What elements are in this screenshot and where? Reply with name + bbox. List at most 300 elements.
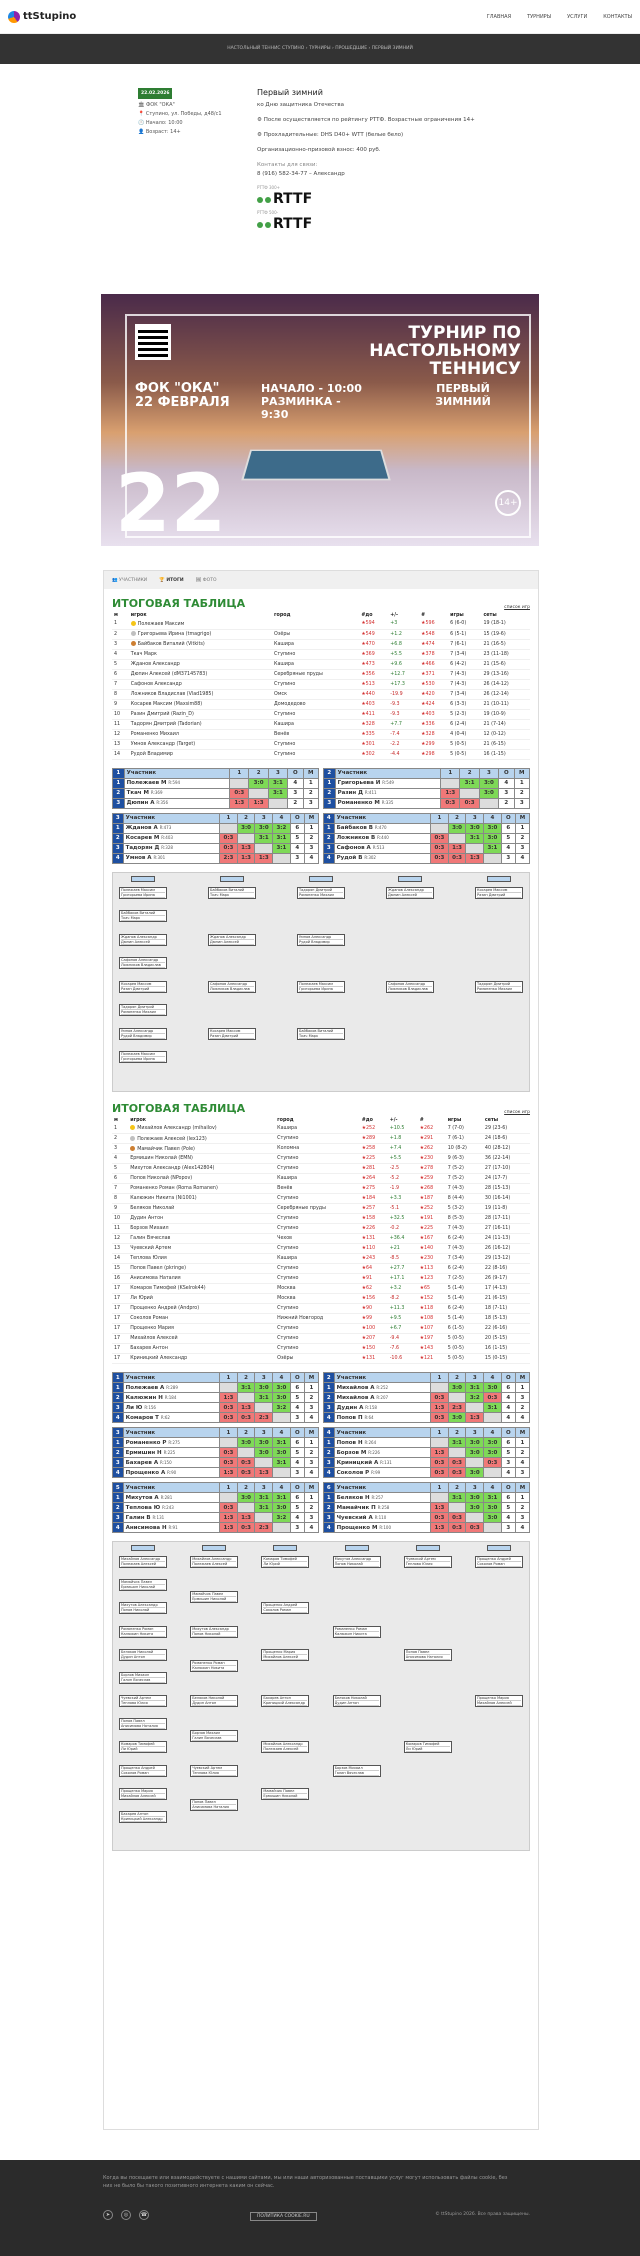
bracket-player: Косарев Максим (121, 982, 165, 987)
bracket-match[interactable] (297, 934, 345, 946)
bracket-match[interactable] (261, 1741, 309, 1753)
rating-delta: +6.7 (388, 1324, 418, 1334)
bracket-match[interactable] (475, 981, 523, 993)
group-player[interactable]: Галин В R:131 (123, 1513, 220, 1523)
group-place: 1 (515, 823, 529, 833)
player[interactable]: Полежаев Алексей (lex123) (128, 1134, 275, 1144)
bracket-match[interactable] (119, 1051, 167, 1063)
group-player[interactable]: Ложников В R:440 (334, 833, 431, 843)
table-row (112, 649, 530, 659)
games-list-link-1[interactable]: список игр (504, 605, 530, 610)
group-score: 3:0 (273, 1503, 291, 1513)
group-score (273, 853, 291, 863)
group-player[interactable]: Прощенко А R:90 (123, 1468, 220, 1478)
bracket-match[interactable] (261, 1602, 309, 1614)
bracket-match[interactable] (119, 934, 167, 946)
place: 4 (112, 1154, 128, 1164)
bracket-player: Ермишин Николай (192, 1597, 236, 1602)
bracket-player: Чуевский Артем (192, 1766, 236, 1771)
rating-before: ★328 (359, 719, 388, 729)
group-number: 6 (324, 1483, 335, 1493)
group-score: 0:3 (431, 853, 449, 863)
bracket-player: Попов Павел (121, 1719, 165, 1724)
player[interactable]: Соколов Роман (128, 1314, 275, 1324)
player[interactable]: Беляков Николай (128, 1204, 275, 1214)
bracket-match[interactable] (119, 1718, 167, 1730)
group-player[interactable]: Ли Ю R:156 (123, 1403, 220, 1413)
nav-home[interactable]: ГЛАВНАЯ (486, 13, 512, 20)
city: Домодедово (272, 699, 359, 709)
rating-before: ★226 (360, 1224, 388, 1234)
player[interactable]: Комаров Тимофей (KSelrok44) (128, 1284, 275, 1294)
rating-delta: +10.5 (388, 1124, 418, 1134)
cookie-policy-link[interactable]: ПОЛИТИКА COOKIE.RU (250, 2212, 317, 2221)
group-score: 0:3 (220, 1413, 238, 1423)
group-row-number: 3 (324, 1458, 335, 1468)
group-place-header: М (304, 1373, 318, 1383)
group-col-header: 4 (273, 813, 291, 823)
bracket-match[interactable] (119, 910, 167, 922)
group-player[interactable]: Теплова Ю R:243 (123, 1503, 220, 1513)
tab-participants[interactable]: 👥 УЧАСТНИКИ (112, 577, 148, 583)
nav-tournaments[interactable]: ТУРНИРЫ (527, 13, 552, 20)
group-score (249, 788, 268, 798)
bracket-match[interactable] (190, 1695, 238, 1707)
player[interactable]: Попов Павел (pkringe) (128, 1264, 275, 1274)
bracket-player: Дюпин Алексей (210, 940, 254, 945)
player[interactable]: Михайлов Александр (mihailov) (128, 1124, 275, 1134)
bracket-player: Разин Дмитрий (210, 1034, 254, 1039)
city: Кашира (272, 719, 359, 729)
group-score: 0:3 (431, 1393, 449, 1403)
bracket-match[interactable] (297, 1028, 345, 1040)
rating-after: ★143 (418, 1344, 446, 1354)
player[interactable]: Теплова Юлия (128, 1254, 275, 1264)
city: Венёв (272, 729, 359, 739)
bracket-player: Байбаков Виталий (121, 911, 165, 916)
group-place: 2 (304, 1448, 318, 1458)
group-row (324, 1413, 530, 1423)
group-points-header: О (499, 768, 514, 778)
bracket-match[interactable] (119, 1649, 167, 1661)
player[interactable]: Попов Николай (NPopov) (128, 1174, 275, 1184)
group-header-row (113, 813, 319, 823)
group-points: 4 (499, 778, 514, 788)
bracket-match[interactable] (475, 1556, 523, 1568)
group-player[interactable]: Соколов Р R:99 (334, 1468, 431, 1478)
bracket-match[interactable] (190, 1591, 238, 1603)
table-row (112, 689, 530, 699)
player[interactable]: Сафонов Александр (129, 679, 272, 689)
bracket-match[interactable] (333, 1695, 381, 1707)
player[interactable]: Ермишин Николай (EMN) (128, 1154, 275, 1164)
group-player[interactable]: Чуевский А R:110 (334, 1513, 431, 1523)
group-row-number: 1 (324, 1438, 335, 1448)
group-player[interactable]: Дудин А R:158 (334, 1403, 431, 1413)
tab-photo[interactable]: 🖼 ФОТО (195, 577, 217, 583)
group-points: 4 (501, 1413, 515, 1423)
bracket-match[interactable] (404, 1741, 452, 1753)
rating-delta: -10.6 (388, 1354, 418, 1364)
poster-venue: ФОК "ОКА" 22 ФЕВРАЛЯ (135, 381, 230, 410)
bracket-match[interactable] (119, 981, 167, 993)
games: 5 (0-5) (448, 749, 481, 759)
bracket-match[interactable] (297, 981, 345, 993)
sets: 22 (6-16) (483, 1324, 530, 1334)
table-row (112, 1174, 530, 1184)
bracket-match[interactable] (475, 1695, 523, 1707)
bracket-match[interactable] (386, 887, 434, 899)
group-score: 3:0 (466, 1438, 484, 1448)
rating-after: ★596 (419, 619, 448, 629)
player[interactable]: Разин Дмитрий (Razin_D) (129, 709, 272, 719)
rating-delta: +3.2 (388, 1284, 418, 1294)
group-score: 1:3 (466, 853, 484, 863)
bracket-match[interactable] (119, 1811, 167, 1823)
group-place: 1 (515, 1493, 529, 1503)
group-score: 3:1 (237, 1383, 255, 1393)
city: Чехов (275, 1234, 360, 1244)
group-score: 3:1 (255, 833, 273, 843)
player[interactable]: Григорьева Ирина (tmagrigo) (129, 629, 272, 639)
bracket-match[interactable] (386, 981, 434, 993)
bracket-match[interactable] (208, 981, 256, 993)
bracket-round-header (202, 1545, 226, 1551)
bracket-player: Умнов Александр (299, 935, 343, 940)
player[interactable]: Полежаев Максим (129, 619, 272, 629)
player[interactable]: Косарев Максим (Maxsim88) (129, 699, 272, 709)
bracket-match[interactable] (297, 887, 345, 899)
group-player[interactable]: Сафонов А R:513 (334, 843, 431, 853)
rating-before: ★470 (359, 639, 388, 649)
player[interactable]: Рудой Владимир (129, 749, 272, 759)
site-logo[interactable]: ttStupino (8, 11, 76, 23)
group-score (448, 1393, 466, 1403)
bracket-match[interactable] (261, 1695, 309, 1707)
group-score: 0:3 (431, 1513, 449, 1523)
bracket-match[interactable] (333, 1556, 381, 1568)
group-player[interactable]: Романенко М R:335 (335, 798, 441, 808)
group-place: 4 (304, 1468, 318, 1478)
group-player[interactable]: Беляков Н R:257 (334, 1493, 431, 1503)
bracket-match[interactable] (119, 957, 167, 969)
group-player[interactable]: Анисимова Н R:91 (123, 1523, 220, 1533)
group-player[interactable]: Криницкий А R:131 (334, 1458, 431, 1468)
bracket-match[interactable] (208, 934, 256, 946)
player[interactable]: Мамайчик Павел (Pole) (128, 1144, 275, 1154)
group-score: 3:1 (466, 1383, 484, 1393)
rating-before: ★62 (360, 1284, 388, 1294)
group-score: 3:1 (484, 843, 502, 853)
group-player[interactable]: Прощенко М R:100 (334, 1523, 431, 1533)
bracket-match[interactable] (119, 1028, 167, 1040)
player[interactable]: Калюжин Никита (Ni1001) (128, 1194, 275, 1204)
rating-delta: +3.3 (388, 1194, 418, 1204)
city: Кашира (275, 1254, 360, 1264)
group-score: 3:2 (273, 1403, 291, 1413)
bracket-match[interactable] (119, 1672, 167, 1684)
bracket-round-header (398, 876, 422, 882)
group-row-number: 2 (324, 1448, 335, 1458)
bracket-match[interactable] (119, 1741, 167, 1753)
bracket-match[interactable] (119, 1626, 167, 1638)
city: Ступино (275, 1304, 360, 1314)
bracket-round-header (487, 876, 511, 882)
group-col-header: 1 (220, 1428, 238, 1438)
group-header-row (113, 1373, 319, 1383)
sets: 22 (8-16) (483, 1264, 530, 1274)
player[interactable]: Ткач Марк (129, 649, 272, 659)
bracket-match[interactable] (190, 1660, 238, 1672)
event-start: 🕙 Начало: 10:00 (138, 120, 183, 126)
group-row (324, 1493, 530, 1503)
player[interactable]: Криницкий Александр (128, 1354, 275, 1364)
bracket-match[interactable] (404, 1649, 452, 1661)
group-score: 1:3 (237, 1403, 255, 1413)
player[interactable]: Умнов Александр (Target) (129, 739, 272, 749)
group-player[interactable]: Бахарев А R:150 (123, 1458, 220, 1468)
phone-icon[interactable]: ☎ (140, 2212, 148, 2218)
rating-after: ★107 (418, 1324, 446, 1334)
event-address: 📍 Ступино, ул. Победы, д48/с1 (138, 111, 222, 117)
social-links (103, 2210, 149, 2220)
group-player[interactable]: Байбаков В R:470 (334, 823, 431, 833)
player[interactable]: Ложников Владислав (Vlad1985) (129, 689, 272, 699)
rating-after: ★108 (418, 1314, 446, 1324)
bracket-match[interactable] (208, 1028, 256, 1040)
group-player[interactable]: Михайлов А R:252 (334, 1383, 431, 1393)
bracket-match[interactable] (119, 1004, 167, 1016)
city: Ступино (272, 749, 359, 759)
group-score: 3:0 (466, 1468, 484, 1478)
bracket-match[interactable] (119, 887, 167, 899)
group-points-header: О (501, 1428, 515, 1438)
rating-delta: -0.2 (388, 1224, 418, 1234)
group-points: 4 (501, 1468, 515, 1478)
group-player[interactable]: Григорьева И R:549 (335, 778, 441, 788)
nav-contacts[interactable]: КОНТАКТЫ (603, 13, 632, 20)
table-row (112, 1134, 530, 1144)
rating-before: ★335 (359, 729, 388, 739)
player[interactable]: Жданов Александр (129, 659, 272, 669)
player[interactable]: Борзов Михаил (128, 1224, 275, 1234)
group-col-header: 1 (220, 1373, 238, 1383)
group-score: 0:3 (448, 1523, 466, 1533)
bracket-match[interactable] (119, 1788, 167, 1800)
group-place: 3 (304, 1403, 318, 1413)
bracket-player: Борзов Михаил (335, 1766, 379, 1771)
bracket-player: Ткач Марк (210, 893, 254, 898)
group-score: 0:3 (237, 1458, 255, 1468)
player[interactable]: Прощенко Мария (128, 1324, 275, 1334)
group-player[interactable]: Борзов М R:226 (334, 1448, 431, 1458)
results-table-1 (112, 612, 530, 760)
bracket-match[interactable] (190, 1556, 238, 1568)
games: 10 (8-2) (446, 1144, 483, 1154)
bracket-match[interactable] (190, 1626, 238, 1638)
group-place: 3 (514, 798, 529, 808)
games: 6 (4-2) (448, 659, 481, 669)
telegram-icon[interactable]: ➤ (103, 2210, 113, 2220)
sets: 20 (5-15) (483, 1334, 530, 1344)
group-score (273, 1468, 291, 1478)
group-score: 3:1 (466, 833, 484, 843)
group-player[interactable]: Попов Н R:264 (334, 1438, 431, 1448)
bracket-player: Михутов Александр (192, 1627, 236, 1632)
group-score: 3:0 (466, 1493, 484, 1503)
player[interactable]: Тадорян Дмитрий (Tadorian) (129, 719, 272, 729)
games: 7 (3-4) (448, 649, 481, 659)
bracket-match[interactable] (119, 1579, 167, 1591)
player[interactable]: Прощенко Андрей (Andpro) (128, 1304, 275, 1314)
contact-phone[interactable]: 8 (916) 582-34-77 – Александр (257, 171, 345, 177)
group-score (431, 1383, 449, 1393)
group-score (448, 1448, 466, 1458)
group-player[interactable]: Полежаев А R:289 (123, 1383, 220, 1393)
bracket-player: Дюпин Алексей (121, 940, 165, 945)
bracket-match[interactable] (119, 1602, 167, 1614)
city (272, 619, 359, 629)
games-list-link-2[interactable]: список игр (504, 1109, 530, 1115)
tab-results[interactable]: 🏆 ИТОГИ (159, 577, 184, 583)
group-score: 3:2 (273, 823, 291, 833)
nav-services[interactable]: УСЛУГИ (567, 13, 588, 20)
group-score: 3:1 (273, 1438, 291, 1448)
player[interactable]: Галин Вячеслав (128, 1234, 275, 1244)
player[interactable]: Ли Юрий (128, 1294, 275, 1304)
group-player[interactable]: Рудой В R:302 (334, 853, 431, 863)
rating-before: ★252 (360, 1124, 388, 1134)
group-score: 0:3 (431, 1468, 449, 1478)
group-points: 5 (290, 1503, 304, 1513)
player[interactable]: Романенко Роман (Roma Romanen) (128, 1184, 275, 1194)
bracket-match[interactable] (190, 1799, 238, 1811)
player[interactable]: Михайлов Алексей (128, 1334, 275, 1344)
group-place-header: М (304, 1483, 318, 1493)
group-player[interactable]: Попов П R:64 (334, 1413, 431, 1423)
rating-after: ★252 (418, 1204, 446, 1214)
bracket-round-header (416, 1545, 440, 1551)
group-player[interactable]: Ткач М R:369 (124, 788, 230, 798)
group-row (324, 1438, 530, 1448)
player[interactable]: Анисимова Наталия (128, 1274, 275, 1284)
group-score: 1:3 (431, 1448, 449, 1458)
group-player[interactable]: Дюпин А R:356 (124, 798, 230, 808)
group-col-header: 3 (466, 1373, 484, 1383)
bracket-match[interactable] (333, 1765, 381, 1777)
bracket-match[interactable] (119, 1695, 167, 1707)
group-score: 3:0 (273, 1393, 291, 1403)
bracket-player: Мамайчик Павел (192, 1592, 236, 1597)
bracket-match[interactable] (119, 1765, 167, 1777)
group-points: 2 (499, 798, 514, 808)
group-score: 1:3 (220, 1513, 238, 1523)
group-player[interactable]: Тадорян Д R:328 (123, 843, 220, 853)
group-player[interactable]: Михайлов А R:207 (334, 1393, 431, 1403)
bracket-player: Сафонов Александр (388, 982, 432, 987)
city: Венёв (275, 1184, 360, 1194)
group-player[interactable]: Калюжин Н R:184 (123, 1393, 220, 1403)
rating-after: ★530 (419, 679, 448, 689)
section-2-title: ИТОГОВАЯ ТАБЛИЦА (112, 1101, 246, 1115)
bracket-player: Борзов Михаил (121, 1673, 165, 1678)
player[interactable]: Бахарев Антон (128, 1344, 275, 1354)
vk-icon[interactable]: ◎ (121, 2210, 131, 2220)
group-score (237, 1448, 255, 1458)
city: Ступино (275, 1274, 360, 1284)
group-score: 3:0 (273, 1383, 291, 1393)
bracket-match[interactable] (333, 1626, 381, 1638)
bracket-match[interactable] (261, 1788, 309, 1800)
player[interactable]: Михутов Александр (Alex142804) (128, 1164, 275, 1174)
bracket-player: Рудой Владимир (299, 940, 343, 945)
player[interactable]: Романенко Михаил (129, 729, 272, 739)
rating-before: ★131 (360, 1354, 388, 1364)
group-row-number: 4 (324, 853, 335, 863)
bracket-match[interactable] (475, 887, 523, 899)
bracket-player: Анисимова Наталия (192, 1805, 236, 1810)
group-player[interactable]: Мамайчик П R:258 (334, 1503, 431, 1513)
ball-icon (265, 222, 271, 228)
group-player[interactable]: Комаров Т R:62 (123, 1413, 220, 1423)
rating-delta: +17.3 (388, 679, 419, 689)
bracket-match[interactable] (261, 1649, 309, 1661)
player[interactable]: Байбаков Виталий (Vitkits) (129, 639, 272, 649)
bracket-match[interactable] (190, 1730, 238, 1742)
bracket-match[interactable] (404, 1556, 452, 1568)
group-player[interactable]: Умнов А R:301 (123, 853, 220, 863)
group-player[interactable]: Ермишин Н R:225 (123, 1448, 220, 1458)
player[interactable]: Чуевский Артем (128, 1244, 275, 1254)
table-row (112, 669, 530, 679)
sets: 27 (16-11) (483, 1224, 530, 1234)
group-player[interactable]: Романенко Р R:275 (123, 1438, 220, 1448)
rating-delta: -4.4 (388, 749, 419, 759)
group-player[interactable]: Косарев М R:403 (123, 833, 220, 843)
group-player[interactable]: Полежаев М R:594 (124, 778, 230, 788)
city: Ступино (275, 1134, 360, 1144)
group-col-header: 4 (484, 1373, 502, 1383)
bracket-match[interactable] (119, 1556, 167, 1568)
group-col-header: 3 (479, 768, 498, 778)
rating-before: ★411 (359, 709, 388, 719)
rating-before: ★257 (360, 1204, 388, 1214)
games: 6 (2-4) (448, 719, 481, 729)
bracket-match[interactable] (208, 887, 256, 899)
group-player[interactable]: Михутов А R:281 (123, 1493, 220, 1503)
group-row-number: 1 (113, 1493, 124, 1503)
bracket-match[interactable] (261, 1556, 309, 1568)
games: 6 (3-3) (448, 699, 481, 709)
group-player[interactable]: Разин Д R:411 (335, 788, 441, 798)
group-points-header: О (290, 1483, 304, 1493)
games: 6 (1-5) (446, 1324, 483, 1334)
bracket-match[interactable] (190, 1765, 238, 1777)
group-row-number: 2 (324, 1503, 335, 1513)
group-score: 1:3 (230, 798, 249, 808)
player[interactable]: Дюпин Алексей (dM37145783) (129, 669, 272, 679)
group-col-header: 4 (273, 1483, 291, 1493)
player[interactable]: Дудин Антон (128, 1214, 275, 1224)
bracket-player: Соколов Роман (477, 1562, 521, 1567)
group-col-header: 4 (273, 1373, 291, 1383)
group-score (220, 823, 238, 833)
group-points: 3 (499, 788, 514, 798)
group-player[interactable]: Жданов А R:473 (123, 823, 220, 833)
medal-icon (130, 1125, 135, 1130)
bracket-round-header (487, 1545, 511, 1551)
group-col-header: 3 (268, 768, 287, 778)
